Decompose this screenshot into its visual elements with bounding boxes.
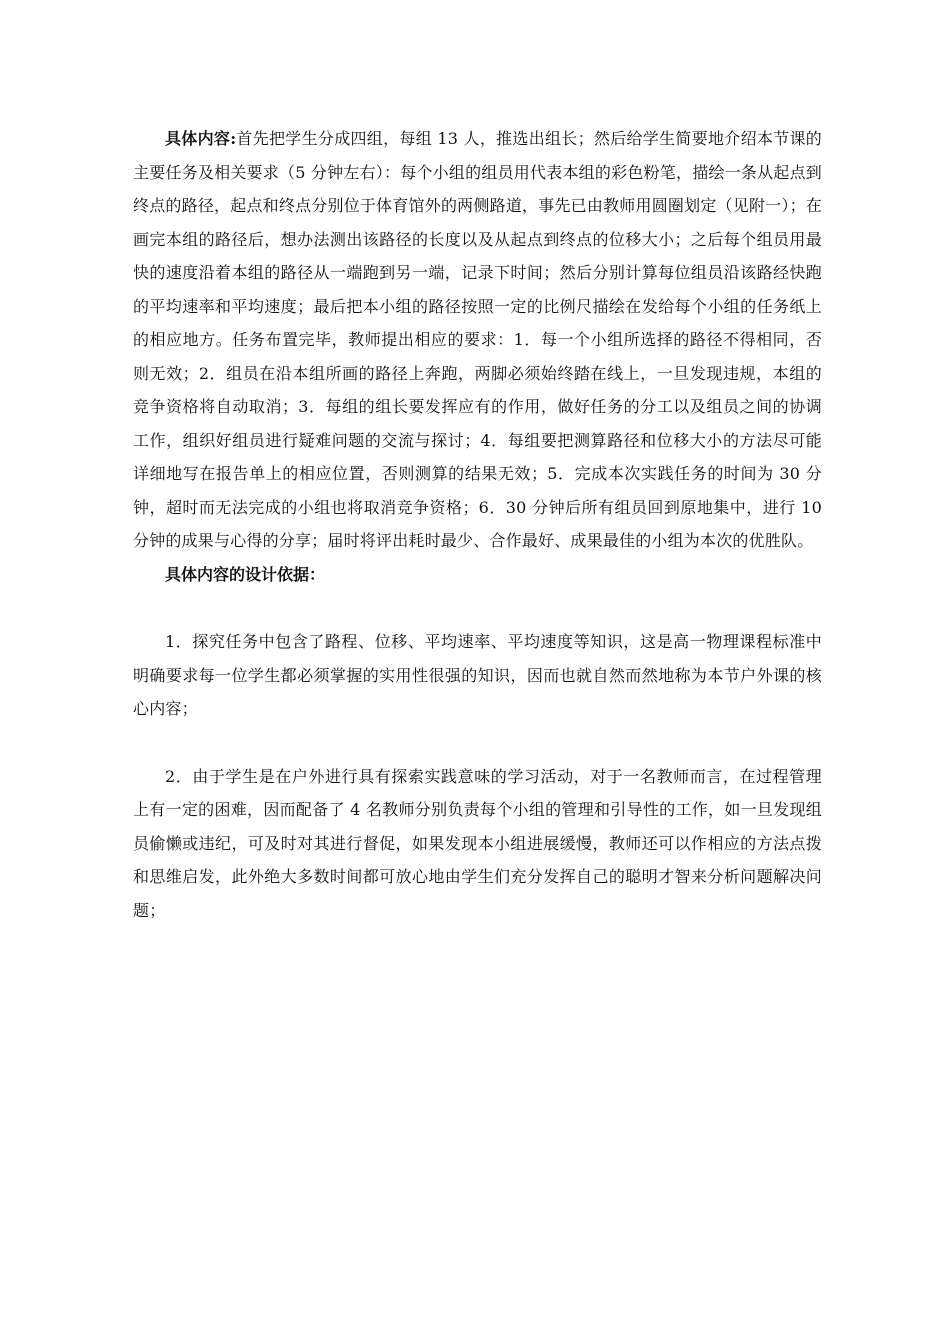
design-basis-item-1: 1．探究任务中包含了路程、位移、平均速率、平均速度等知识，这是高一物理课程标准中明确要求每一位学生都必须掌握的实用性很强的知识，因而也就自然而然地称为本节户外课的核心内容； — [133, 632, 822, 718]
content-label: 具体内容: — [165, 129, 237, 148]
design-basis-heading: 具体内容的设计依据： — [165, 564, 326, 584]
content-text: 首先把学生分成四组，每组 13 人，推选出组长；然后给学生简要地介绍本节课的主要任务及相关要求（5 分钟左右）：每个小组的组员用代表本组的彩色粉笔，描绘一条从起点到终点的路径，起点和终点分别位于体育馆外的两侧路道，事先已由教师用圆圈划定（见附一）；在画完本组的路径后，想办法测出该路径的长度以及从起点到终点的位移大小；之后每个组员用最快的速度沿着本组的路径从一端跑到另一端，记录下时间；然后分别计算每位组员沿该路经快跑的平均速率和平均速度；最后把本小组的路径按照一定的比例尺描绘在发给每个小组的任务纸上的相应地方。任务布置完毕，教师提出相应的要求：1．每一个小组所选择的路径不得相同，否则无效；2．组员在沿本组所画的路径上奔跑，两脚必须始终踏在线上，一旦发现违规，本组的竞争资格将自动取消；3．每组的组长要发挥应有的作用，做好任务的分工以及组员之间的协调工作，组织好组员进行疑难问题的交流与探讨；4．每组要把测算路径和位移大小的方法尽可能详细地写在报告单上的相应位置，否则测算的结果无效；5．完成本次实践任务的时间为 30 分钟，超时而无法完成的小组也将取消竞争资格；6．30 分钟后所有组员回到原地集中，进行 10 分钟的成果与心得的分享；届时将评出耗时最少、合作最好、成果最佳的小组为本次的优胜队。 — [133, 129, 822, 550]
design-basis-item-2: 2．由于学生是在户外进行具有探索实践意味的学习活动，对于一名教师而言，在过程管理上有一定的困难，因而配备了 4 名教师分别负责每个小组的管理和引导性的工作，如一旦发现组员偷懒或违纪，可及时对其进行督促，如果发现本小组进展缓慢，教师还可以作相应的方法点拨和思维启发，此外绝大多数时间都可放心地由学生们充分发挥自己的聪明才智来分析问题解决问题； — [133, 766, 822, 920]
content-paragraph — [133, 122, 822, 558]
